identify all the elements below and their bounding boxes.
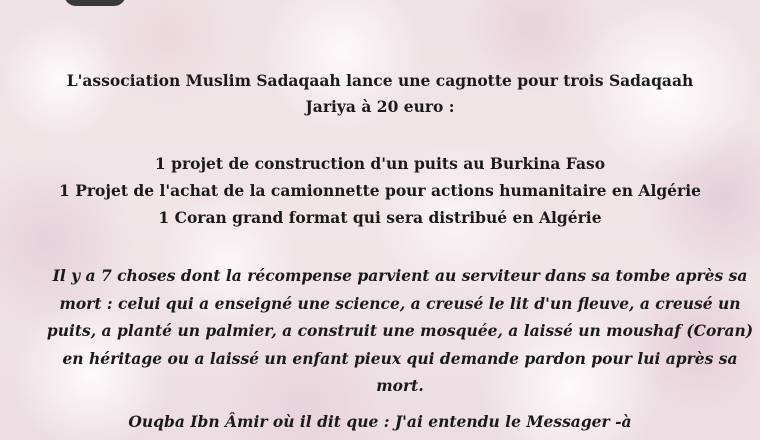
decorative-corner-shape [64,0,126,6]
project-item-well: 1 projet de construction d'un puits au Burkina Faso [154,154,606,173]
intro-paragraph [40,68,720,120]
hadith-line: Il y a 7 choses dont la récompense parvient au serviteur dans sa tombe après sa [52,266,748,285]
hadith-quote [30,262,760,400]
intro-line-1: L'association Muslim Sadaqaah lance une cagnotte pour trois Sadaqaah [66,71,694,90]
hadith-line: en héritage ou a laissé un enfant pieux qui demande pardon pour lui après sa [62,348,738,368]
hadith-line: mort : celui qui a enseigné une science, a creusé le lit d'un fleuve, a creusé un [59,293,741,313]
intro-line-2: Jariya à 20 euro : [305,97,455,116]
project-item-van: 1 Projet de l'achat de la camionnette pour actions humanitaire en Algérie [59,181,701,200]
hadith-line: puits, a planté un palmier, a construit une mosquée, a laissé un moushaf (Coran) [46,321,754,340]
hadith-line: mort. [376,376,424,395]
projects-list [20,150,740,231]
project-item-quran: 1 Coran grand format qui sera distribué en Algérie [158,208,602,227]
hadith-source: Ouqba Ibn Âmir où il dit que : J'ai entendu le Messager -à [128,412,632,431]
